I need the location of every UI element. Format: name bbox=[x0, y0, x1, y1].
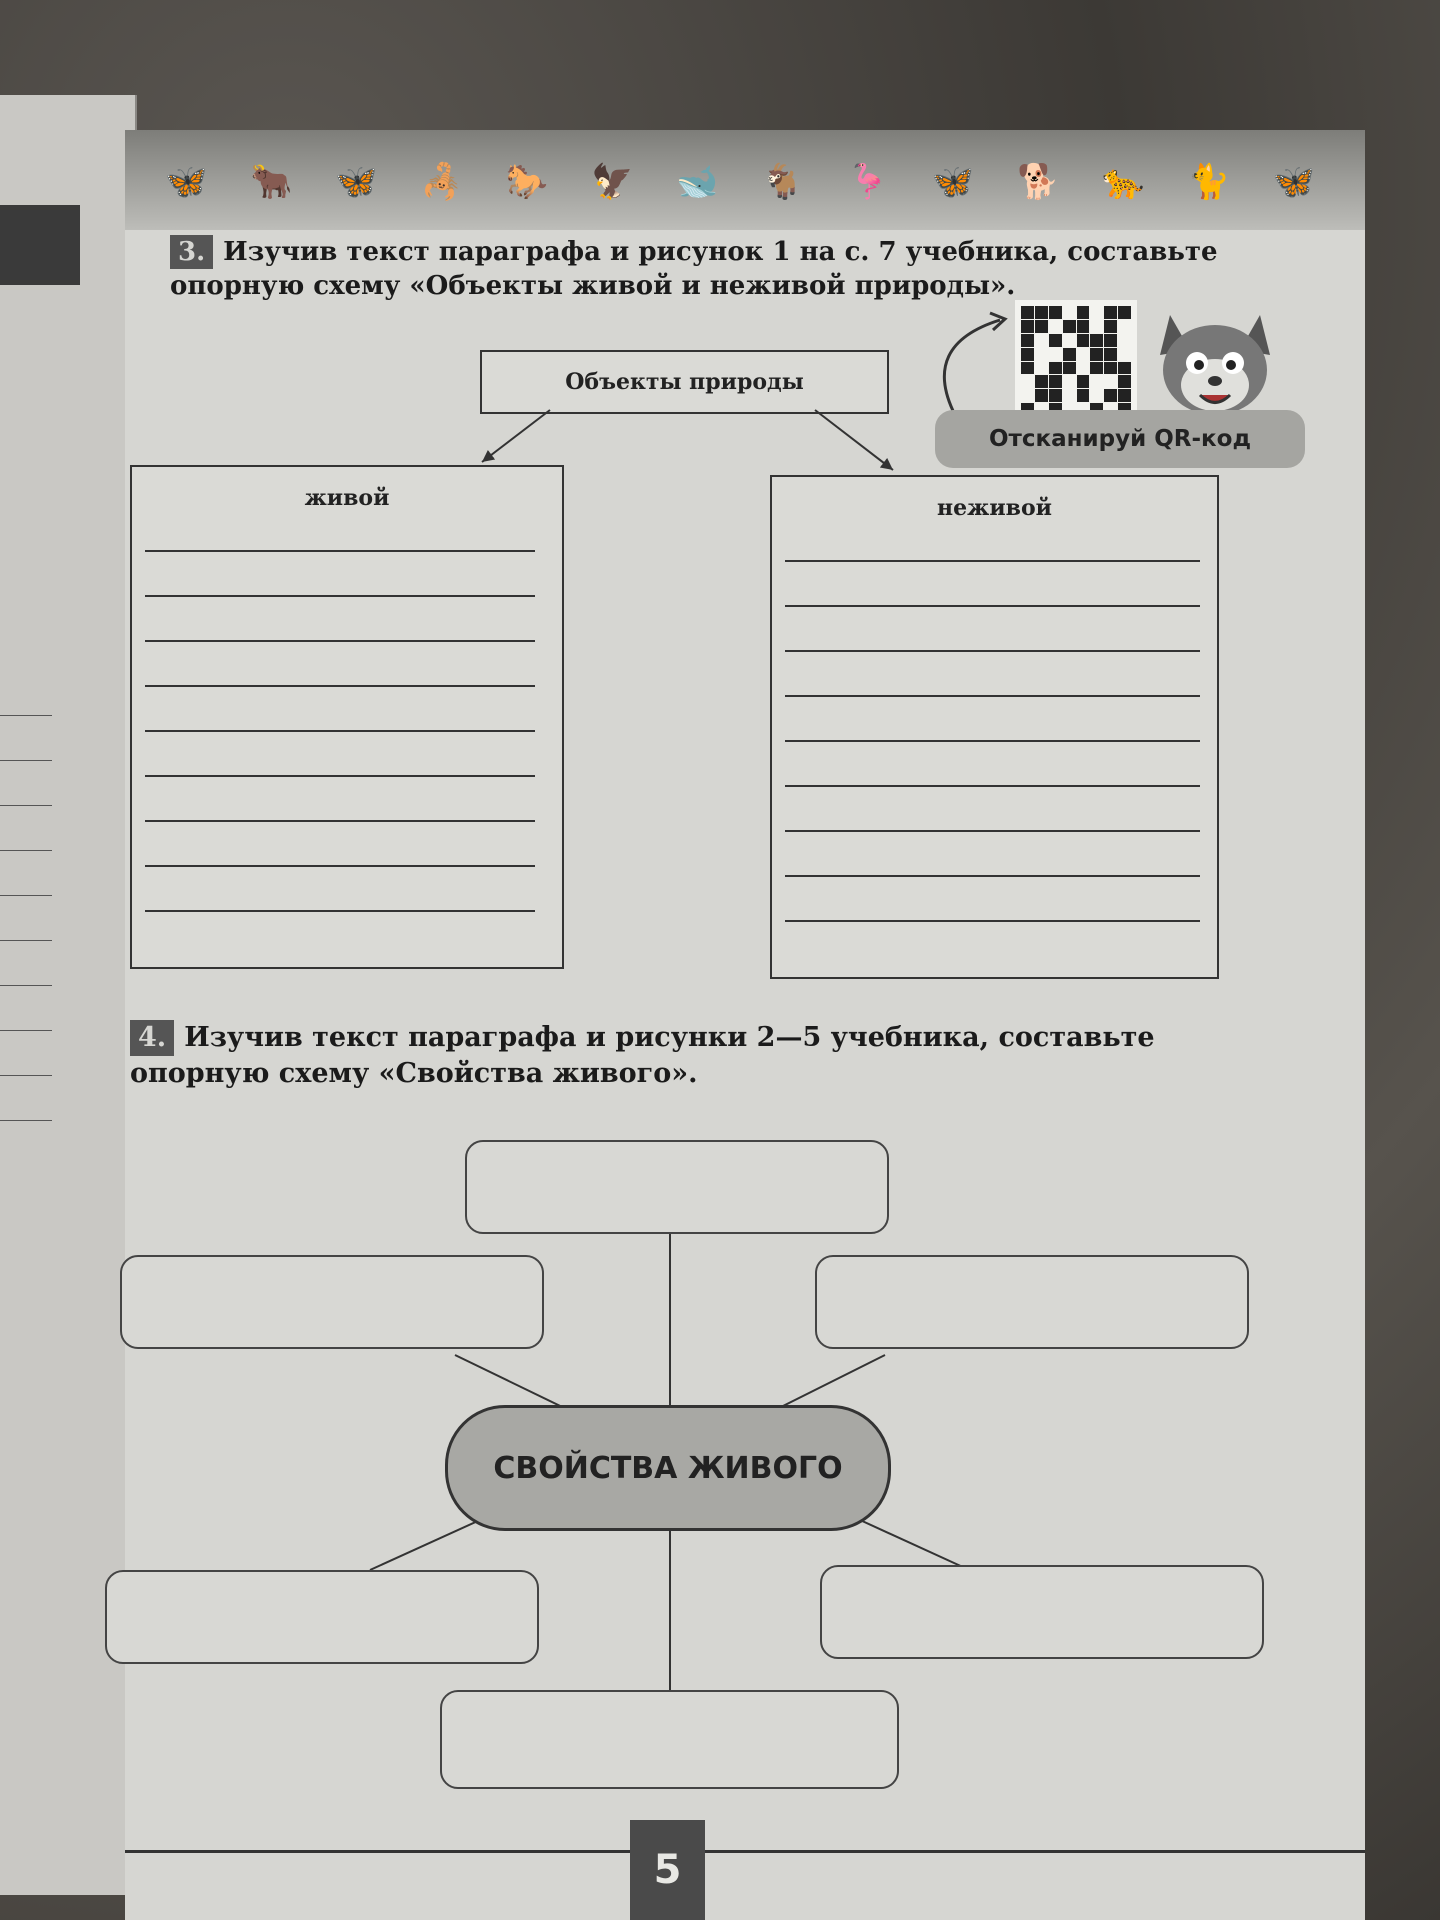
task3-line2: опорную схему «Объекты живой и неживой природы». bbox=[170, 271, 1016, 301]
write-line[interactable] bbox=[785, 875, 1200, 877]
write-line[interactable] bbox=[785, 650, 1200, 652]
nonliving-label: неживой bbox=[937, 495, 1052, 521]
write-line[interactable] bbox=[785, 740, 1200, 742]
answer-box-lower-left[interactable] bbox=[105, 1570, 539, 1664]
write-line[interactable] bbox=[145, 640, 535, 642]
animal-icon: 🐈 bbox=[1187, 162, 1230, 202]
animal-icon: 🐆 bbox=[1102, 162, 1145, 202]
task4-number: 4. bbox=[130, 1020, 174, 1056]
task3-line1: Изучив текст параграфа и рисунок 1 на с. 7 учебника, составьте bbox=[223, 237, 1218, 267]
animal-icon: 🐋 bbox=[676, 162, 719, 202]
write-line[interactable] bbox=[145, 595, 535, 597]
animal-icon: 🦋 bbox=[931, 162, 975, 202]
center-node: СВОЙСТВА ЖИВОГО bbox=[445, 1405, 891, 1531]
left-page-block bbox=[0, 205, 80, 285]
workbook-page bbox=[125, 130, 1365, 1920]
write-line[interactable] bbox=[785, 785, 1200, 787]
animal-icon: 🐎 bbox=[505, 162, 549, 202]
answer-box-bottom[interactable] bbox=[440, 1690, 899, 1789]
animal-icon: 🦂 bbox=[420, 162, 463, 202]
write-line[interactable] bbox=[145, 685, 535, 687]
answer-box-upper-left[interactable] bbox=[120, 1255, 544, 1349]
animal-icon: 🐂 bbox=[250, 162, 293, 202]
answer-box-lower-right[interactable] bbox=[820, 1565, 1264, 1659]
animal-icon: 🦋 bbox=[165, 162, 208, 202]
answer-box-top[interactable] bbox=[465, 1140, 889, 1234]
animal-icon: 🦋 bbox=[335, 162, 378, 202]
answer-box-upper-right[interactable] bbox=[815, 1255, 1249, 1349]
write-line[interactable] bbox=[145, 910, 535, 912]
animal-icon: 🐕 bbox=[1017, 162, 1060, 202]
write-line[interactable] bbox=[145, 820, 535, 822]
write-line[interactable] bbox=[785, 560, 1200, 562]
living-label: живой bbox=[304, 485, 390, 511]
left-page-lines bbox=[0, 715, 52, 1165]
task4-line2: опорную схему «Свойства живого». bbox=[130, 1058, 698, 1089]
write-line[interactable] bbox=[785, 830, 1200, 832]
write-line[interactable] bbox=[145, 730, 535, 732]
write-line[interactable] bbox=[785, 695, 1200, 697]
footer-rule bbox=[125, 1850, 1365, 1853]
animal-icon: 🐐 bbox=[761, 162, 804, 202]
write-line[interactable] bbox=[145, 775, 535, 777]
write-line[interactable] bbox=[785, 605, 1200, 607]
task3-number: 3. bbox=[170, 235, 213, 269]
animal-icon: 🦋 bbox=[1272, 162, 1315, 202]
write-line[interactable] bbox=[145, 550, 535, 552]
task4-line1: Изучив текст параграфа и рисунки 2—5 учебника, составьте bbox=[184, 1022, 1155, 1053]
write-line[interactable] bbox=[145, 865, 535, 867]
qr-scan-label: Отсканируй QR-код bbox=[935, 410, 1305, 468]
page-number: 5 bbox=[630, 1820, 705, 1920]
animal-icon: 🦩 bbox=[846, 162, 889, 202]
write-line[interactable] bbox=[785, 920, 1200, 922]
root-label: Объекты природы bbox=[565, 369, 804, 395]
animal-icon: 🦅 bbox=[591, 162, 634, 202]
